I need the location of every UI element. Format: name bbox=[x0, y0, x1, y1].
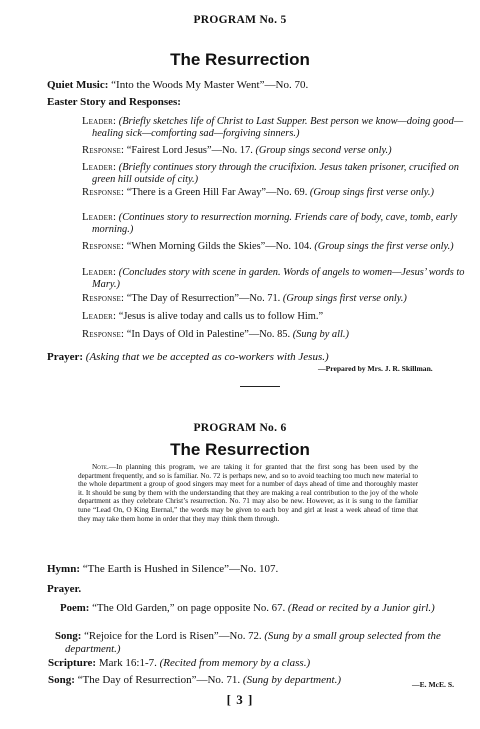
item-text: “The Day of Resurrection”—No. 71. bbox=[124, 293, 281, 304]
program-6-title: The Resurrection bbox=[170, 440, 310, 459]
quiet-music-label: Quiet Music: bbox=[47, 79, 109, 91]
role-label: Leader: bbox=[82, 116, 117, 127]
quiet-music-line bbox=[47, 79, 472, 92]
prayer-text: (Asking that we be accepted as co-workers with Jesus.) bbox=[83, 351, 329, 363]
song-line-1 bbox=[55, 630, 480, 655]
scripture-note: (Recited from memory by a class.) bbox=[156, 657, 311, 669]
scripture-line bbox=[48, 657, 473, 670]
item-note: (Group sings second verse only.) bbox=[252, 145, 392, 156]
response-item-3 bbox=[82, 241, 472, 253]
song-text: “Rejoice for the Lord is Risen”—No. 72. bbox=[81, 630, 262, 642]
prayer-line-5 bbox=[47, 351, 472, 364]
prayer-line-6: Prayer. bbox=[47, 583, 82, 595]
response-item-1 bbox=[82, 145, 472, 157]
response-item-5 bbox=[82, 329, 472, 341]
response-item-4 bbox=[82, 293, 477, 305]
role-label: Leader: bbox=[82, 162, 117, 173]
response-item-2 bbox=[82, 187, 472, 199]
poem-label: Poem: bbox=[60, 602, 90, 614]
role-label: Response: bbox=[82, 187, 125, 198]
item-text: “When Morning Gilds the Skies”—No. 104. bbox=[124, 241, 312, 252]
song-label: Song: bbox=[48, 674, 75, 686]
item-text: (Briefly sketches life of Christ to Last Supper. Best person we know—doing good—healing sick—comforting sad—forgiving sinners.) bbox=[92, 116, 464, 140]
item-text: (Continues story to resurrection morning. Friends care of body, cave, tomb, early morning.) bbox=[92, 212, 458, 236]
leader-item-3 bbox=[82, 212, 472, 237]
credit-program-5: —Prepared by Mrs. J. R. Skillman. bbox=[318, 364, 433, 373]
section-divider bbox=[240, 386, 280, 387]
role-label: Response: bbox=[82, 241, 125, 252]
poem-note: (Read or recited by a Junior girl.) bbox=[285, 602, 435, 614]
song-label: Song: bbox=[55, 630, 82, 642]
program-5-label: PROGRAM No. 5 bbox=[193, 14, 287, 26]
easter-heading: Easter Story and Responses: bbox=[47, 96, 181, 108]
item-text: “Jesus is alive today and calls us to follow Him.” bbox=[116, 311, 324, 322]
leader-item-5 bbox=[82, 311, 472, 323]
role-label: Response: bbox=[82, 293, 125, 304]
item-note: (Sung by all.) bbox=[290, 329, 349, 340]
item-text: “In Days of Old in Palestine”—No. 85. bbox=[124, 329, 291, 340]
song-note: (Sung by a small group selected from the department.) bbox=[65, 630, 441, 655]
song-line-2 bbox=[48, 674, 473, 687]
item-text: (Briefly continues story through the crucifixion. Jesus taken prisoner, crucified on green hill outside of city.) bbox=[92, 162, 459, 186]
quiet-music-text: “Into the Woods My Master Went”—No. 70. bbox=[108, 79, 309, 91]
page-number: [ 3 ] bbox=[226, 692, 254, 707]
item-note: (Group sings the first verse only.) bbox=[311, 241, 454, 252]
program-5-title: The Resurrection bbox=[170, 50, 310, 69]
scripture-text: Mark 16:1-7. bbox=[96, 657, 157, 669]
poem-line bbox=[60, 602, 480, 615]
leader-item-2 bbox=[82, 162, 472, 187]
role-label: Leader: bbox=[82, 267, 117, 278]
leader-item-1 bbox=[82, 116, 472, 141]
item-note: (Group sings first verse only.) bbox=[280, 293, 407, 304]
role-label: Leader: bbox=[82, 212, 117, 223]
item-note: (Group sings first verse only.) bbox=[307, 187, 434, 198]
song-note: (Sung by department.) bbox=[240, 674, 341, 686]
poem-text: “The Old Garden,” on page opposite No. 67. bbox=[89, 602, 286, 614]
prayer-label: Prayer: bbox=[47, 351, 84, 363]
role-label: Response: bbox=[82, 145, 125, 156]
leader-item-4 bbox=[82, 267, 472, 292]
note-text: —In planning this program, we are taking it for granted that the first song has been used by the department frequently, and so is familiar. No. 72 is perhaps new, and so to avoid teaching too much new material to the whole department a group of good singers may meet for a number of days ahead of time and thoroughly master it. It should be sung by them with the understanding that they are making a real contribution to the joy of the whole department as they celebrate Christ’s resurrection. No. 71 may also be new. However, as it is sung to the familiar tune “Lead On, O King Eternal,” the words may be given to each boy and girl at least a week ahead of time that they may take them home in order that they may think them through. bbox=[78, 462, 418, 523]
hymn-line bbox=[47, 563, 472, 576]
role-label: Response: bbox=[82, 329, 125, 340]
hymn-text: “The Earth is Hushed in Silence”—No. 107. bbox=[80, 563, 279, 575]
role-label: Leader: bbox=[82, 311, 117, 322]
program-6-label: PROGRAM No. 6 bbox=[193, 422, 287, 434]
item-text: “There is a Green Hill Far Away”—No. 69. bbox=[124, 187, 308, 198]
scripture-label: Scripture: bbox=[48, 657, 97, 669]
item-text: “Fairest Lord Jesus”—No. 17. bbox=[124, 145, 253, 156]
hymn-label: Hymn: bbox=[47, 563, 80, 575]
item-text: (Concludes story with scene in garden. Words of angels to women—Jesus’ words to Mary.) bbox=[92, 267, 465, 291]
song-text: “The Day of Resurrection”—No. 71. bbox=[74, 674, 241, 686]
credit-program-6: —E. McE. S. bbox=[412, 680, 454, 689]
note-label: Note. bbox=[92, 462, 109, 471]
program-6-note bbox=[78, 463, 418, 523]
